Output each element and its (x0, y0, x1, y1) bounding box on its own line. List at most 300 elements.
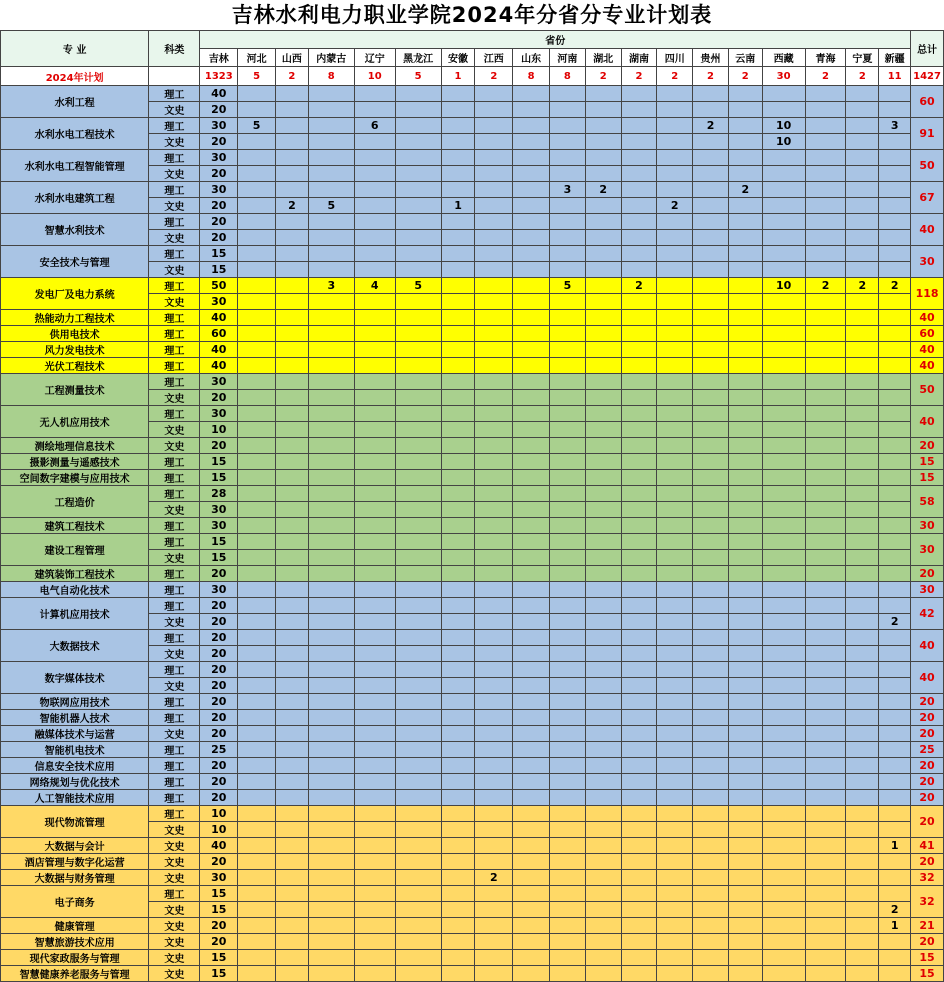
quota-cell (879, 214, 911, 230)
table-row (1, 534, 944, 550)
quota-cell (354, 950, 395, 966)
quota-cell (657, 342, 693, 358)
quota-cell (354, 470, 395, 486)
quota-cell (238, 678, 276, 694)
quota-cell (441, 470, 475, 486)
quota-cell (475, 918, 513, 934)
quota-cell (238, 854, 276, 870)
quota-cell (657, 118, 693, 134)
quota-cell (354, 710, 395, 726)
table-row (1, 582, 944, 598)
quota-cell (395, 454, 441, 470)
quota-cell (657, 230, 693, 246)
quota-cell (728, 598, 762, 614)
quota-cell (513, 310, 550, 326)
quota-cell: 25 (200, 742, 238, 758)
table-row (1, 454, 944, 470)
category-cell: 理工 (149, 534, 200, 550)
quota-cell (441, 806, 475, 822)
table-row (1, 518, 944, 534)
quota-cell (585, 774, 621, 790)
quota-cell (585, 710, 621, 726)
quota-cell (805, 502, 846, 518)
quota-cell (585, 86, 621, 102)
quota-cell (762, 310, 805, 326)
quota-cell (762, 966, 805, 982)
quota-cell (354, 374, 395, 390)
quota-cell (441, 534, 475, 550)
province-header: 河北 (238, 49, 276, 67)
province-header: 山西 (276, 49, 309, 67)
quota-cell (621, 870, 657, 886)
quota-cell (395, 438, 441, 454)
quota-cell (621, 486, 657, 502)
quota-cell (879, 454, 911, 470)
quota-cell (308, 582, 354, 598)
quota-cell (395, 406, 441, 422)
category-cell: 文史 (149, 102, 200, 118)
quota-cell: 30 (200, 406, 238, 422)
page-title: 吉林水利电力职业学院2024年分省分专业计划表 (231, 3, 713, 27)
major-name: 智能机器人技术 (1, 710, 149, 726)
major-total: 15 (911, 950, 944, 966)
major-name: 空间数字建模与应用技术 (1, 470, 149, 486)
major-name: 数字媒体技术 (1, 662, 149, 694)
quota-cell (585, 470, 621, 486)
quota-cell (475, 86, 513, 102)
quota-cell (762, 534, 805, 550)
quota-cell (879, 806, 911, 822)
quota-cell (585, 326, 621, 342)
quota-cell (308, 406, 354, 422)
quota-cell (657, 838, 693, 854)
quota-cell (585, 726, 621, 742)
quota-cell (585, 166, 621, 182)
quota-cell (441, 646, 475, 662)
quota-cell (879, 166, 911, 182)
quota-cell: 2 (693, 118, 729, 134)
quota-cell (657, 294, 693, 310)
quota-cell (621, 566, 657, 582)
quota-cell (805, 886, 846, 902)
quota-cell (238, 262, 276, 278)
quota-cell (879, 550, 911, 566)
major-total: 40 (911, 214, 944, 246)
quota-cell (728, 966, 762, 982)
quota-cell (395, 294, 441, 310)
quota-cell: 2 (585, 182, 621, 198)
quota-cell (354, 934, 395, 950)
table-row (1, 406, 944, 422)
quota-cell (846, 726, 879, 742)
quota-cell (805, 790, 846, 806)
quota-cell (585, 214, 621, 230)
quota-cell: 15 (200, 534, 238, 550)
quota-cell (550, 758, 586, 774)
quota-cell (238, 806, 276, 822)
table-row (1, 790, 944, 806)
quota-cell (308, 742, 354, 758)
quota-cell (805, 486, 846, 502)
quota-cell (621, 790, 657, 806)
quota-cell (693, 278, 729, 294)
quota-cell (805, 902, 846, 918)
quota-cell (657, 758, 693, 774)
quota-cell: 30 (200, 374, 238, 390)
quota-cell (238, 182, 276, 198)
quota-cell (441, 598, 475, 614)
quota-cell (621, 838, 657, 854)
quota-cell (728, 118, 762, 134)
quota-cell (693, 214, 729, 230)
major-total: 20 (911, 934, 944, 950)
quota-cell (513, 742, 550, 758)
quota-cell (879, 790, 911, 806)
quota-cell (395, 118, 441, 134)
category-cell: 理工 (149, 246, 200, 262)
quota-cell (879, 678, 911, 694)
province-header: 吉林 (200, 49, 238, 67)
quota-cell (846, 854, 879, 870)
quota-cell (728, 806, 762, 822)
quota-cell (550, 358, 586, 374)
quota-cell (475, 438, 513, 454)
quota-cell (238, 438, 276, 454)
major-total: 50 (911, 374, 944, 406)
category-cell: 理工 (149, 774, 200, 790)
province-header: 宁夏 (846, 49, 879, 67)
major-name: 水利水电工程智能管理 (1, 150, 149, 182)
category-cell: 文史 (149, 870, 200, 886)
quota-cell (693, 758, 729, 774)
quota-cell (308, 822, 354, 838)
quota-cell (276, 598, 309, 614)
quota-cell (550, 678, 586, 694)
quota-cell (550, 406, 586, 422)
quota-cell: 20 (200, 934, 238, 950)
quota-cell (762, 390, 805, 406)
quota-cell (693, 934, 729, 950)
quota-cell (475, 614, 513, 630)
quota-cell (238, 422, 276, 438)
quota-cell (276, 582, 309, 598)
quota-cell (513, 854, 550, 870)
table-row (1, 662, 944, 678)
quota-cell (693, 422, 729, 438)
quota-cell (805, 662, 846, 678)
quota-cell (441, 790, 475, 806)
quota-cell (276, 966, 309, 982)
quota-cell (879, 854, 911, 870)
quota-cell (805, 870, 846, 886)
category-cell: 文史 (149, 838, 200, 854)
quota-cell (550, 630, 586, 646)
quota-cell (846, 646, 879, 662)
quota-cell: 20 (200, 214, 238, 230)
quota-cell (441, 678, 475, 694)
quota-cell (879, 374, 911, 390)
quota-cell (762, 582, 805, 598)
quota-cell (657, 966, 693, 982)
quota-cell (441, 486, 475, 502)
quota-cell (354, 518, 395, 534)
quota-cell (585, 566, 621, 582)
quota-cell (441, 214, 475, 230)
quota-cell (657, 806, 693, 822)
major-total: 40 (911, 310, 944, 326)
quota-cell (585, 758, 621, 774)
quota-cell (354, 150, 395, 166)
quota-cell (693, 646, 729, 662)
quota-cell (276, 310, 309, 326)
category-cell: 理工 (149, 310, 200, 326)
quota-cell (728, 790, 762, 806)
quota-cell (805, 342, 846, 358)
major-name: 安全技术与管理 (1, 246, 149, 278)
quota-cell (805, 326, 846, 342)
quota-cell (441, 742, 475, 758)
quota-cell (550, 582, 586, 598)
quota-cell: 30 (200, 502, 238, 518)
quota-cell (395, 198, 441, 214)
quota-cell (879, 566, 911, 582)
quota-cell (475, 902, 513, 918)
major-total: 32 (911, 886, 944, 918)
quota-cell (657, 86, 693, 102)
quota-cell (693, 902, 729, 918)
quota-cell (693, 246, 729, 262)
quota-cell (513, 342, 550, 358)
quota-cell (846, 886, 879, 902)
quota-cell (585, 534, 621, 550)
quota-cell: 2 (657, 198, 693, 214)
quota-cell (728, 694, 762, 710)
quota-cell (276, 246, 309, 262)
table-row (1, 246, 944, 262)
quota-cell (621, 918, 657, 934)
quota-cell (657, 630, 693, 646)
quota-cell (657, 358, 693, 374)
quota-cell (805, 214, 846, 230)
quota-cell (308, 150, 354, 166)
quota-cell (657, 262, 693, 278)
quota-cell (513, 150, 550, 166)
quota-cell (441, 182, 475, 198)
quota-cell (550, 694, 586, 710)
quota-cell (308, 710, 354, 726)
province-header: 新疆 (879, 49, 911, 67)
quota-cell (354, 486, 395, 502)
quota-cell (846, 198, 879, 214)
quota-cell (308, 758, 354, 774)
quota-cell (846, 86, 879, 102)
quota-cell (308, 918, 354, 934)
quota-cell (846, 694, 879, 710)
quota-cell (238, 598, 276, 614)
quota-cell: 2 (805, 278, 846, 294)
quota-cell (762, 774, 805, 790)
major-name: 健康管理 (1, 918, 149, 934)
quota-cell (395, 646, 441, 662)
quota-cell (693, 582, 729, 598)
quota-cell (728, 422, 762, 438)
quota-cell (693, 694, 729, 710)
major-total: 40 (911, 342, 944, 358)
quota-cell (513, 902, 550, 918)
quota-cell (762, 198, 805, 214)
province-header: 黑龙江 (395, 49, 441, 67)
table-row (1, 326, 944, 342)
quota-cell (441, 246, 475, 262)
quota-cell (308, 614, 354, 630)
quota-cell (513, 102, 550, 118)
quota-cell (805, 646, 846, 662)
quota-cell (762, 486, 805, 502)
quota-cell (762, 902, 805, 918)
quota-cell: 50 (200, 278, 238, 294)
quota-cell (308, 870, 354, 886)
category-cell: 理工 (149, 406, 200, 422)
quota-cell (513, 918, 550, 934)
quota-cell (805, 102, 846, 118)
quota-cell (354, 550, 395, 566)
province-group-header: 省份 (200, 31, 911, 49)
quota-cell (846, 246, 879, 262)
quota-cell (441, 966, 475, 982)
quota-cell (846, 342, 879, 358)
quota-cell (395, 246, 441, 262)
quota-cell (657, 422, 693, 438)
quota-cell: 1 (879, 918, 911, 934)
quota-cell (657, 390, 693, 406)
quota-cell (513, 134, 550, 150)
quota-cell (585, 518, 621, 534)
quota-cell (657, 134, 693, 150)
quota-cell (846, 518, 879, 534)
quota-cell (728, 166, 762, 182)
quota-cell (693, 518, 729, 534)
table-row (1, 838, 944, 854)
quota-cell (621, 422, 657, 438)
quota-cell (585, 822, 621, 838)
quota-cell (621, 406, 657, 422)
quota-cell (441, 934, 475, 950)
quota-cell (805, 966, 846, 982)
quota-cell (762, 566, 805, 582)
plan-value: 8 (550, 67, 586, 86)
quota-cell: 2 (879, 278, 911, 294)
quota-cell (276, 886, 309, 902)
quota-cell (308, 662, 354, 678)
quota-cell (513, 758, 550, 774)
quota-cell: 5 (395, 278, 441, 294)
quota-cell (805, 534, 846, 550)
quota-cell (475, 774, 513, 790)
quota-cell (762, 358, 805, 374)
quota-cell (395, 502, 441, 518)
quota-cell (762, 822, 805, 838)
quota-cell (475, 198, 513, 214)
quota-cell (585, 646, 621, 662)
province-header: 内蒙古 (308, 49, 354, 67)
quota-cell (728, 310, 762, 326)
quota-cell (238, 486, 276, 502)
quota-cell (762, 454, 805, 470)
quota-cell (693, 534, 729, 550)
quota-cell (513, 774, 550, 790)
quota-cell (308, 294, 354, 310)
table-row (1, 918, 944, 934)
table-row (1, 774, 944, 790)
major-name: 物联网应用技术 (1, 694, 149, 710)
quota-cell (238, 742, 276, 758)
quota-cell (585, 582, 621, 598)
quota-cell (879, 934, 911, 950)
quota-cell (621, 758, 657, 774)
category-cell: 理工 (149, 118, 200, 134)
category-cell: 理工 (149, 326, 200, 342)
quota-cell (308, 486, 354, 502)
quota-cell (395, 150, 441, 166)
quota-cell (276, 374, 309, 390)
quota-cell (728, 470, 762, 486)
quota-cell (308, 566, 354, 582)
major-name: 网络规划与优化技术 (1, 774, 149, 790)
quota-cell (513, 566, 550, 582)
quota-cell (354, 134, 395, 150)
quota-cell (762, 790, 805, 806)
quota-cell (657, 582, 693, 598)
quota-cell (441, 118, 475, 134)
category-cell: 理工 (149, 518, 200, 534)
quota-cell (513, 934, 550, 950)
quota-cell: 20 (200, 390, 238, 406)
quota-cell (585, 150, 621, 166)
quota-cell (513, 966, 550, 982)
quota-cell: 1 (879, 838, 911, 854)
quota-cell (238, 550, 276, 566)
major-total: 32 (911, 870, 944, 886)
quota-cell (585, 374, 621, 390)
quota-cell (238, 134, 276, 150)
quota-cell (354, 502, 395, 518)
quota-cell (621, 662, 657, 678)
quota-cell (550, 422, 586, 438)
table-row (1, 758, 944, 774)
quota-cell (513, 502, 550, 518)
category-cell: 文史 (149, 438, 200, 454)
quota-cell (276, 806, 309, 822)
major-name: 人工智能技术应用 (1, 790, 149, 806)
quota-cell (238, 406, 276, 422)
quota-cell (441, 566, 475, 582)
quota-cell (354, 774, 395, 790)
table-row (1, 310, 944, 326)
quota-cell: 40 (200, 342, 238, 358)
quota-cell: 15 (200, 550, 238, 566)
table-row (1, 182, 944, 198)
table-row (1, 150, 944, 166)
quota-cell (395, 950, 441, 966)
quota-cell (441, 454, 475, 470)
major-total: 21 (911, 918, 944, 934)
quota-cell (475, 166, 513, 182)
quota-cell (846, 326, 879, 342)
quota-cell (354, 166, 395, 182)
quota-cell (395, 342, 441, 358)
quota-cell (441, 278, 475, 294)
quota-cell (805, 838, 846, 854)
